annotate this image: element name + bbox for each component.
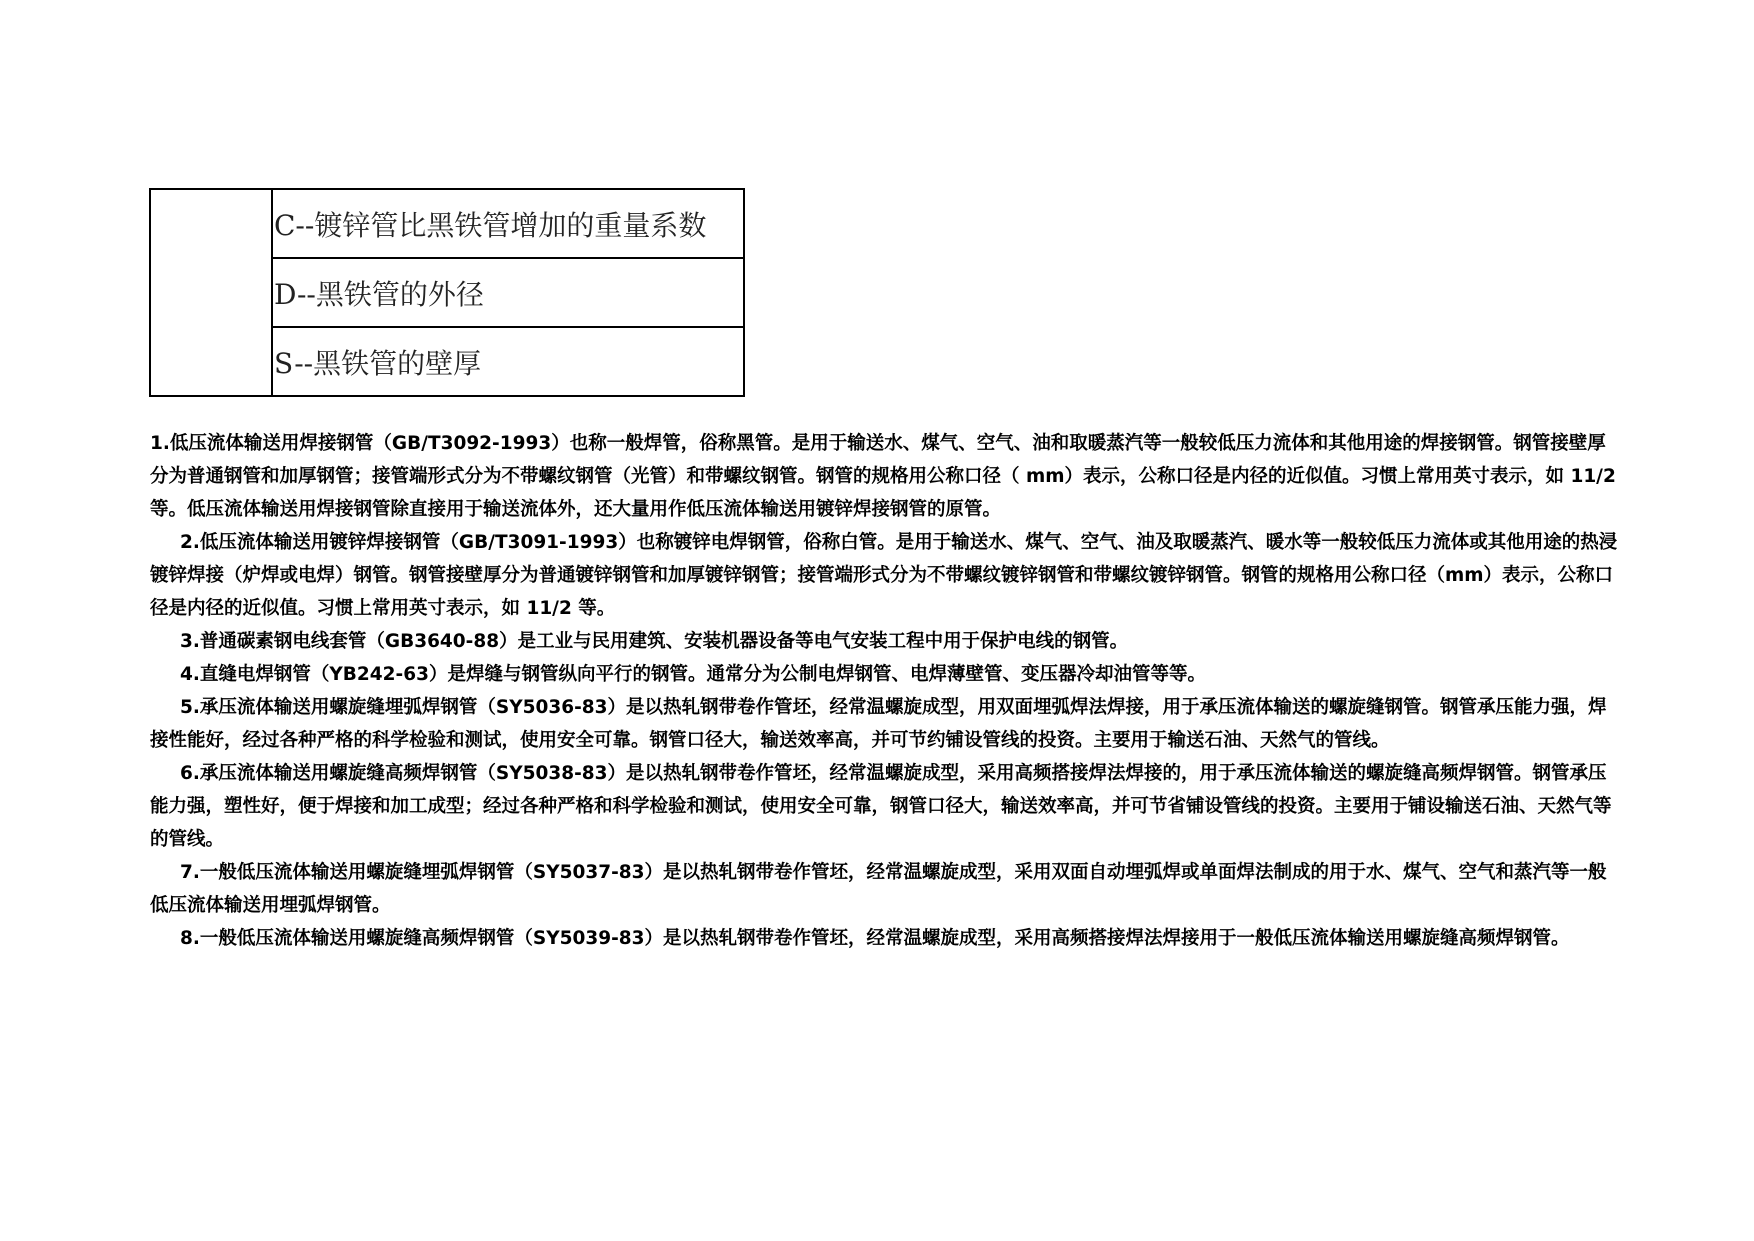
definition-s: S--黑铁管的壁厚 [272,327,744,396]
paragraph-text: 一般低压流体输送用螺旋缝高频焊钢管（SY5039-83）是以热轧钢带卷作管坯，经常温螺旋成型，采用高频搭接焊法焊接用于一般低压流体输送用螺旋缝高频焊钢管。 [199,928,1570,949]
paragraph-number: 8. [180,928,200,949]
definition-d: D--黑铁管的外径 [272,258,744,327]
definition-c: C--镀锌管比黑铁管增加的重量系数 [272,189,744,258]
paragraph-text: 直缝电焊钢管（YB242-63）是焊缝与钢管纵向平行的钢管。通常分为公制电焊钢管、电焊薄壁管、变压器冷却油管等等。 [199,664,1206,685]
paragraph-6 [150,757,1620,856]
paragraph-number: 7. [180,862,200,883]
paragraph-number: 1. [150,433,170,454]
paragraph-5 [150,691,1620,757]
paragraph-text: 低压流体输送用焊接钢管（GB/T3092-1993）也称一般焊管，俗称黑管。是用于输送水、煤气、空气、油和取暖蒸汽等一般较低压力流体和其他用途的焊接钢管。钢管接壁厚分为普通钢管和加厚钢管；接管端形式分为不带螺纹钢管（光管）和带螺纹钢管。钢管的规格用公称口径（ mm）表示，公称口径是内径的近似值。习惯上常用英寸表示，如 11/2 等。低压流体输送用焊接钢管除直接用于输送流体外，还大量用作低压流体输送用镀锌焊接钢管的原管。 [150,433,1616,520]
paragraph-8 [150,922,1620,955]
definition-blank-cell [150,189,272,396]
paragraph-text: 承压流体输送用螺旋缝埋弧焊钢管（SY5036-83）是以热轧钢带卷作管坯，经常温螺旋成型，用双面埋弧焊法焊接，用于承压流体输送的螺旋缝钢管。钢管承压能力强，焊接性能好，经过各种严格的科学检验和测试，使用安全可靠。钢管口径大，输送效率高，并可节约铺设管线的投资。主要用于输送石油、天然气的管线。 [150,697,1607,751]
paragraph-text: 普通碳素钢电线套管（GB3640-88）是工业与民用建筑、安装机器设备等电气安装工程中用于保护电线的钢管。 [199,631,1129,652]
paragraph-3 [150,625,1620,658]
definition-table [149,188,745,397]
definition-row [150,189,744,258]
paragraph-number: 6. [180,763,200,784]
paragraph-text: 一般低压流体输送用螺旋缝埋弧焊钢管（SY5037-83）是以热轧钢带卷作管坯，经常温螺旋成型，采用双面自动埋弧焊或单面焊法制成的用于水、煤气、空气和蒸汽等一般低压流体输送用埋弧焊钢管。 [150,862,1607,916]
paragraph-4 [150,658,1620,691]
paragraph-number: 5. [180,697,200,718]
paragraph-text: 承压流体输送用螺旋缝高频焊钢管（SY5038-83）是以热轧钢带卷作管坯，经常温螺旋成型，采用高频搭接焊法焊接的，用于承压流体输送的螺旋缝高频焊钢管。钢管承压能力强，塑性好，便于焊接和加工成型；经过各种严格和科学检验和测试，使用安全可靠，钢管口径大，输送效率高，并可节省铺设管线的投资。主要用于铺设输送石油、天然气等的管线。 [150,763,1612,850]
paragraph-text: 低压流体输送用镀锌焊接钢管（GB/T3091-1993）也称镀锌电焊钢管，俗称白管。是用于输送水、煤气、空气、油及取暖蒸汽、暖水等一般较低压力流体或其他用途的热浸镀锌焊接（炉焊或电焊）钢管。钢管接壁厚分为普通镀锌钢管和加厚镀锌钢管；接管端形式分为不带螺纹镀锌钢管和带螺纹镀锌钢管。钢管的规格用公称口径（mm）表示，公称口径是内径的近似值。习惯上常用英寸表示，如 11/2 等。 [150,532,1618,619]
paragraph-2 [150,526,1620,625]
paragraph-number: 3. [180,631,200,652]
paragraph-7 [150,856,1620,922]
paragraph-number: 4. [180,664,200,685]
paragraph-1 [150,427,1620,526]
paragraph-number: 2. [180,532,200,553]
document-body [150,427,1620,955]
